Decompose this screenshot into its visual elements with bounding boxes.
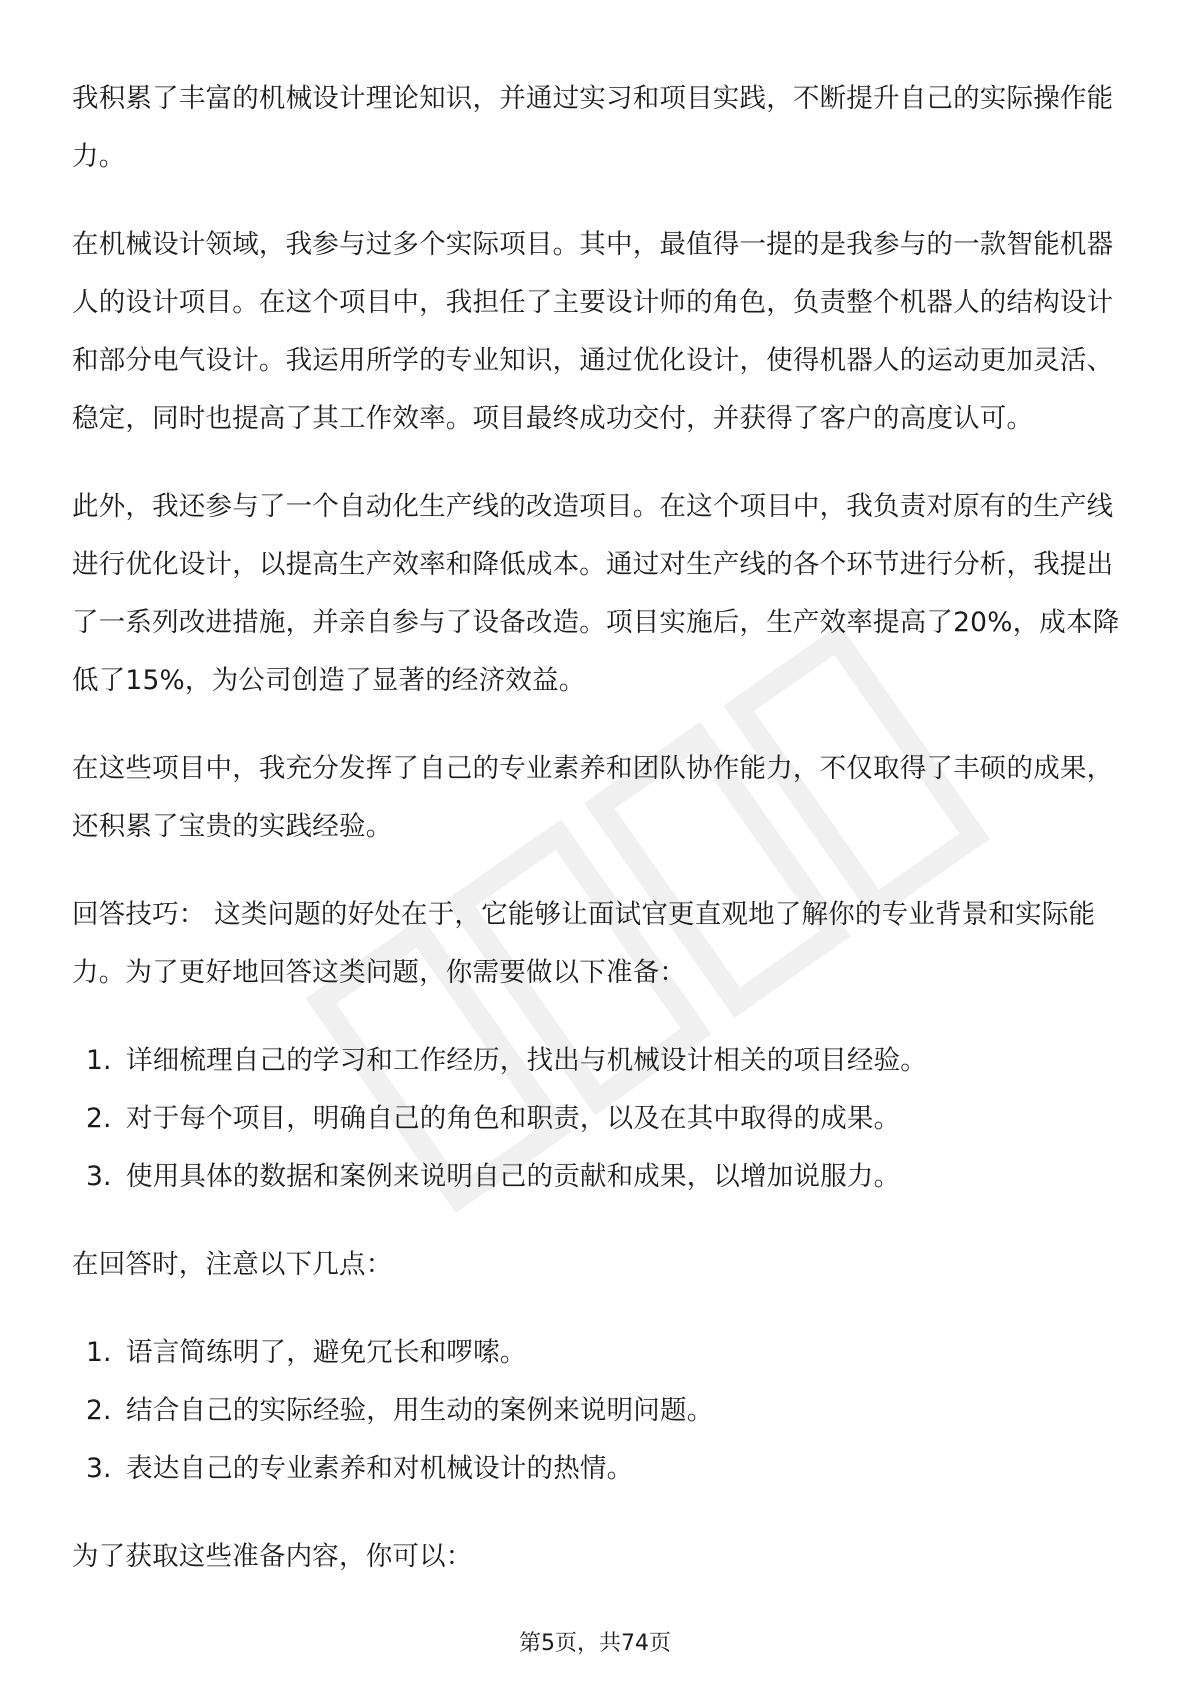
list-text: 使用具体的数据和案例来说明自己的贡献和成果，以增加说服力。 (126, 1161, 901, 1192)
list-item (72, 1440, 1122, 1498)
preparation-list (72, 1032, 1122, 1206)
list-text: 对于每个项目，明确自己的角色和职责，以及在其中取得的成果。 (126, 1103, 901, 1134)
tips-list (72, 1324, 1122, 1498)
paragraph: 在回答时，注意以下几点： (72, 1249, 393, 1280)
list-text: 详细梳理自己的学习和工作经历，找出与机械设计相关的项目经验。 (126, 1045, 927, 1076)
list-number: 1. (86, 1045, 112, 1076)
list-item (72, 1382, 1122, 1440)
paragraph: 回答技巧： 这类问题的好处在于，它能够让面试官更直观地了解你的专业背景和实际能力。为了更好地回答这类问题，你需要做以下准备： (72, 899, 1096, 988)
list-text: 结合自己的实际经验，用生动的案例来说明问题。 (126, 1395, 714, 1426)
list-number: 2. (86, 1103, 112, 1134)
list-item (72, 1090, 1122, 1148)
paragraph: 此外，我还参与了一个自动化生产线的改造项目。在这个项目中，我负责对原有的生产线进行优化设计，以提高生产效率和降低成本。通过对生产线的各个环节进行分析，我提出了一系列改进措施，并亲自参与了设备改造。项目实施后，生产效率提高了20%，成本降低了15%，为公司创造了显著的经济效益。 (72, 491, 1120, 696)
paragraph: 在这些项目中，我充分发挥了自己的专业素养和团队协作能力，不仅取得了丰硕的成果，还积累了宝贵的实践经验。 (72, 753, 1114, 842)
paragraph: 我积累了丰富的机械设计理论知识，并通过实习和项目实践，不断提升自己的实际操作能力。 (72, 83, 1114, 172)
page-footer: 第5页，共74页 (519, 1631, 671, 1656)
list-item (72, 1148, 1122, 1206)
paragraph: 在机械设计领域，我参与过多个实际项目。其中，最值得一提的是我参与的一款智能机器人的设计项目。在这个项目中，我担任了主要设计师的角色，负责整个机器人的结构设计和部分电气设计。我运用所学的专业知识，通过优化设计，使得机器人的运动更加灵活、稳定，同时也提高了其工作效率。项目最终成功交付，并获得了客户的高度认可。 (72, 229, 1114, 434)
list-item (72, 1032, 1122, 1090)
list-text: 语言简练明了，避免冗长和啰嗦。 (126, 1337, 527, 1368)
list-number: 2. (86, 1395, 112, 1426)
list-number: 3. (86, 1453, 112, 1484)
list-number: 3. (86, 1161, 112, 1192)
document-body (72, 70, 1122, 1616)
list-text: 表达自己的专业素养和对机械设计的热情。 (126, 1453, 634, 1484)
list-item (72, 1324, 1122, 1382)
list-number: 1. (86, 1337, 112, 1368)
paragraph: 为了获取这些准备内容，你可以： (72, 1541, 473, 1572)
